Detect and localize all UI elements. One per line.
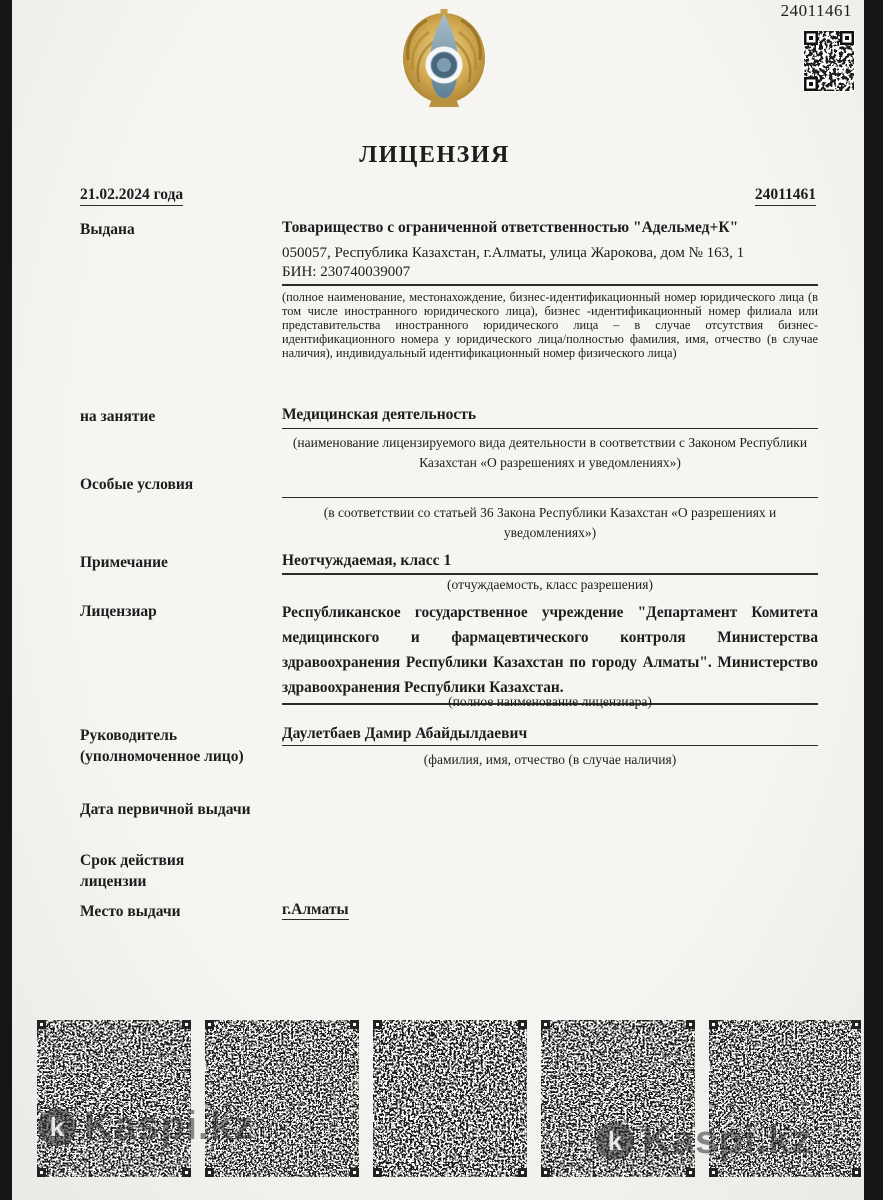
issue-date: 21.02.2024 года <box>80 186 183 206</box>
kaspi-logo-letter: k <box>607 1125 623 1156</box>
data-matrix-barcode <box>37 1020 191 1177</box>
data-matrix-barcode <box>373 1020 527 1177</box>
special-conditions-value <box>282 476 818 498</box>
issued-to-caption: (полное наименование, местонахождение, бизнес-идентификационный номер юридического лица (в том числе иностранного юридического лица), бизнес -идентификационный номер филиала или представительства иностранного юридического лица – в случае отсутствия бизнес-идентификационного номера у юридического лица/полностью фамилия, имя, отчество (в случае наличия), индивидуальный идентификационный номер физического лица) <box>282 290 818 360</box>
license-number: 24011461 <box>755 186 816 206</box>
top-license-number: 24011461 <box>780 1 852 20</box>
document-title: ЛИЦЕНЗИЯ <box>359 142 510 168</box>
activity-caption: (наименование лицензируемого вида деятельности в соответствии с Законом Республики Казахстан «О разрешениях и уведомлениях») <box>292 435 808 470</box>
note-value: Неотчуждаемая, класс 1 <box>282 552 818 575</box>
kazakhstan-coat-of-arms-icon <box>399 8 489 114</box>
kaspi-logo-letter: k <box>49 1111 65 1142</box>
head-caption: (фамилия, имя, отчество (в случае наличия) <box>423 752 677 767</box>
issued-to-name: Товарищество с ограниченной ответственностью "Адельмед+К" <box>282 219 739 236</box>
issue-place-text: г.Алматы <box>282 901 349 918</box>
licensor-label: Лицензиар <box>80 603 157 620</box>
head-label: Руководитель <box>80 727 178 744</box>
note-caption: (отчуждаемость, класс разрешения) <box>447 577 653 592</box>
validity-label: Срок действия лицензии <box>80 852 185 890</box>
first-issue-date-label: Дата первичной выдачи <box>80 801 251 818</box>
left-edge-bar <box>0 0 12 1200</box>
watermark-text: Kaspi.kz <box>642 1118 813 1162</box>
licensor-value: Республиканское государственное учреждение "Департамент Комитета медицинского и фармацевтического контроля Министерства здравоохранения Республики Казахстан по городу Алматы". Министерство здравоохранения Республики Казахстан. <box>282 600 818 705</box>
issued-to-bin: БИН: 230740039007 <box>282 264 411 280</box>
issue-place-value <box>282 901 818 919</box>
licensor-caption: (полное наименование лицензиара) <box>448 694 652 709</box>
issued-to-address: 050057, Республика Казахстан, г.Алматы, улица Жарокова, дом № 163, 1 <box>282 245 745 261</box>
watermark-text: Kaspi.kz <box>84 1104 255 1148</box>
head-value: Даулетбаев Дамир Абайдылдаевич <box>282 725 818 746</box>
right-edge-bar <box>864 0 883 1200</box>
head-label-2: (уполномоченное лицо) <box>80 748 244 765</box>
data-matrix-barcode <box>541 1020 695 1177</box>
qr-code-icon <box>803 30 855 92</box>
divider-line <box>282 284 818 286</box>
activity-value: Медицинская деятельность <box>282 406 818 429</box>
special-conditions-caption: (в соответствии со статьей 36 Закона Республики Казахстан «О разрешениях и уведомлениях») <box>323 505 777 540</box>
issue-place-label: Место выдачи <box>80 903 181 920</box>
note-label: Примечание <box>80 554 168 571</box>
special-conditions-label: Особые условия <box>80 476 194 493</box>
activity-label: на занятие <box>80 408 156 425</box>
data-matrix-barcode <box>205 1020 359 1177</box>
data-matrix-barcode <box>709 1020 861 1177</box>
issued-to-label: Выдана <box>80 221 135 238</box>
